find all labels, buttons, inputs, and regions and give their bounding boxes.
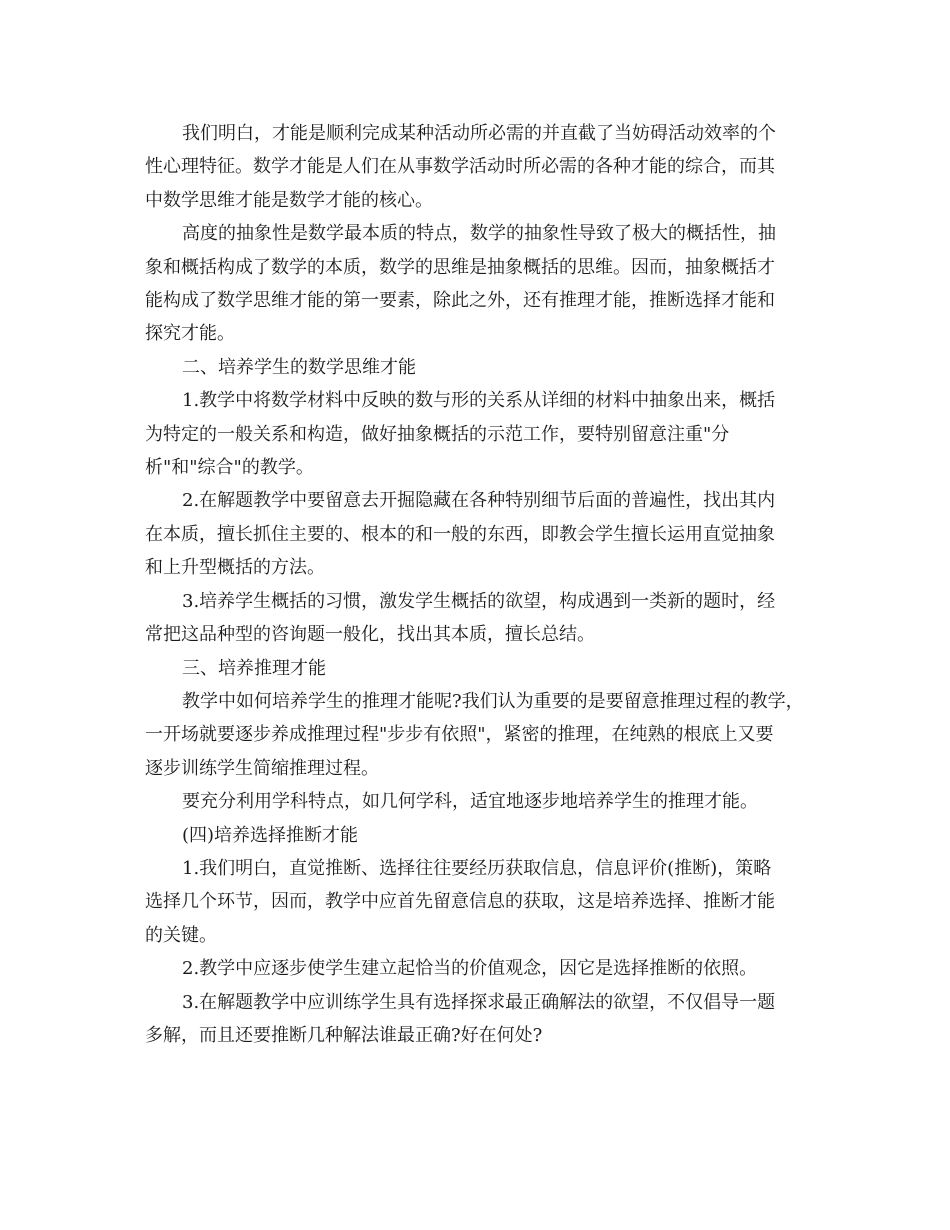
text-line: 我们明白，才能是顺利完成某种活动所必需的并直截了当妨碍活动效率的个	[182, 123, 776, 144]
paragraph	[145, 785, 815, 818]
paragraph	[145, 217, 815, 351]
text-line: 3.培养学生概括的习惯，激发学生概括的欲望，构成遇到一类新的题时，经	[182, 590, 776, 612]
paragraph	[145, 384, 815, 484]
paragraph	[145, 952, 815, 985]
text-line: 能构成了数学思维才能的第一要素，除此之外，还有推理才能，推断选择才能和	[145, 290, 775, 312]
text-line: 中数学思维才能是数学才能的核心。	[145, 189, 433, 211]
text-line: 多解，而且还要推断几种解法谁最正确?好在何处?	[145, 1024, 543, 1046]
paragraph	[145, 852, 815, 952]
paragraph	[145, 585, 815, 652]
text-line: 探究才能。	[145, 323, 235, 345]
text-line: 和上升型概括的方法。	[145, 557, 325, 579]
text-line: 选择几个环节，因而，教学中应首先留意信息的获取，这是培养选择、推断才能	[145, 891, 775, 913]
paragraph	[145, 652, 815, 685]
text-line: 2.在解题教学中要留意去开掘隐藏在各种特别细节后面的普遍性，找出其内	[182, 490, 776, 512]
text-line: 2.教学中应逐步使学生建立起恰当的价值观念，因它是选择推断的依照。	[182, 958, 758, 980]
paragraph	[145, 819, 815, 852]
text-line: 性心理特征。数学才能是人们在从事数学活动时所必需的各种才能的综合，而其	[145, 156, 775, 178]
text-line: 逐步训练学生简缩推理过程。	[145, 757, 379, 779]
text-line: 在本质，擅长抓住主要的、根本的和一般的东西，即教会学生擅长运用直觉抽象	[145, 523, 775, 545]
text-line: 一开场就要逐步养成推理过程"步步有依照"，紧密的推理，在纯熟的根底上又要	[145, 724, 774, 746]
text-line: 要充分利用学科特点，如几何学科，适宜地逐步地培养学生的推理才能。	[182, 791, 758, 813]
text-line: 高度的抽象性是数学最本质的特点，数学的抽象性导致了极大的概括性，抽	[182, 223, 776, 245]
text-line: 为特定的一般关系和构造，做好抽象概括的示范工作，要特别留意注重"分	[145, 423, 730, 445]
paragraph	[145, 484, 815, 584]
text-line: (四)培养选择推断才能	[182, 824, 359, 846]
text-line: 的关键。	[145, 924, 217, 946]
text-line: 析"和"综合"的教学。	[145, 457, 314, 479]
paragraph	[145, 685, 815, 785]
text-line: 1.教学中将数学材料中反映的数与形的关系从详细的材料中抽象出来，概括	[182, 390, 776, 412]
text-line: 象和概括构成了数学的本质，数学的思维是抽象概括的思维。因而，抽象概括才	[145, 256, 775, 278]
text-line: 1.我们明白，直觉推断、选择往往要经历获取信息，信息评价(推断)，策略	[182, 857, 772, 879]
document-body	[145, 117, 815, 1052]
text-line: 教学中如何培养学生的推理才能呢?我们认为重要的是要留意推理过程的教学，	[182, 690, 804, 712]
paragraph	[145, 351, 815, 384]
text-line: 二、培养学生的数学思维才能	[182, 356, 416, 378]
paragraph	[145, 986, 815, 1053]
text-line: 常把这品种型的咨询题一般化，找出其本质，擅长总结。	[145, 624, 595, 646]
text-line: 三、培养推理才能	[182, 657, 326, 679]
paragraph	[145, 117, 815, 217]
text-line: 3.在解题教学中应训练学生具有选择探求最正确解法的欲望，不仅倡导一题	[182, 991, 776, 1013]
